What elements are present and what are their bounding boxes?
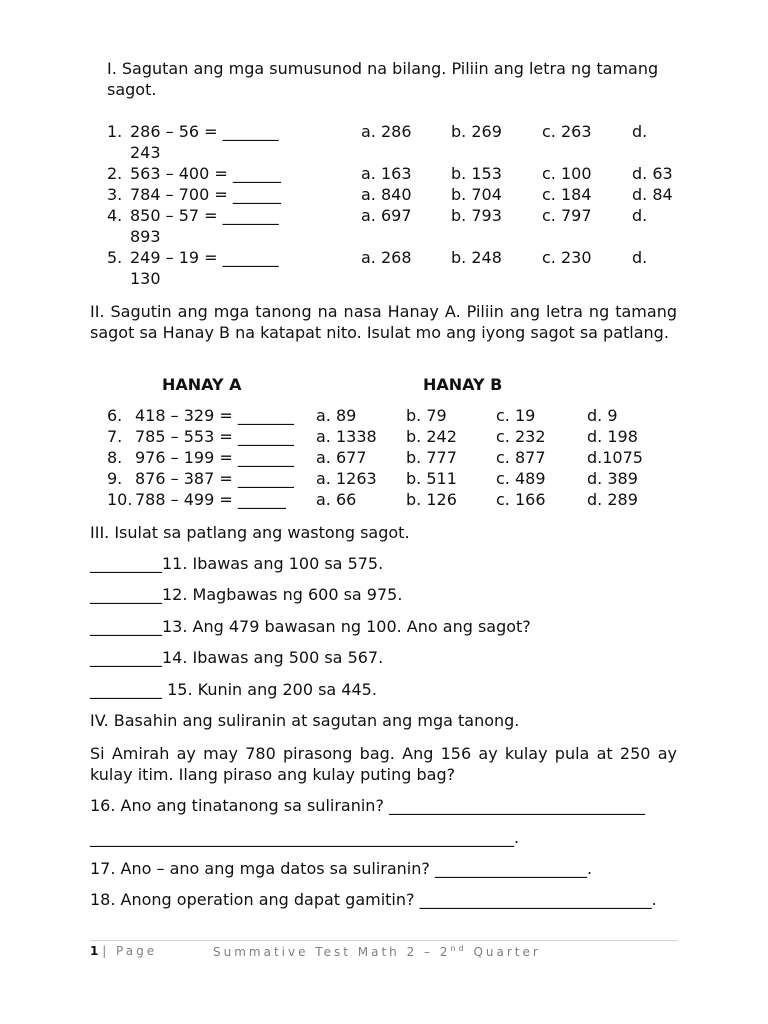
item-number: 1.	[107, 122, 123, 141]
question-16-answer-line: _____________________________________________________.	[90, 828, 520, 847]
item-problem: 286 – 56 = _______	[130, 122, 279, 141]
item-problem: 418 – 329 = _______	[135, 406, 294, 425]
footer-title-end: Quarter	[466, 945, 541, 959]
choice-b: b. 704	[451, 185, 502, 204]
item-number: 9.	[107, 469, 123, 488]
item-number: 5.	[107, 248, 123, 267]
choice-a: a. 677	[316, 448, 367, 467]
fill-in-item: _________14. Ibawas ang 500 sa 567.	[90, 648, 384, 667]
choice-d: d.	[632, 248, 648, 267]
item-number: 2.	[107, 164, 123, 183]
item-problem: 876 – 387 = _______	[135, 469, 294, 488]
hanay-b-header: HANAY B	[423, 375, 503, 394]
choice-b: b. 242	[406, 427, 457, 446]
choice-b: b. 777	[406, 448, 457, 467]
footer-divider	[90, 940, 678, 941]
question-17: 17. Ano – ano ang mga datos sa suliranin? ___________________.	[90, 859, 593, 878]
fill-in-item: _________ 15. Kunin ang 200 sa 445.	[90, 680, 377, 699]
choice-a: a. 1263	[316, 469, 377, 488]
choice-b: b. 126	[406, 490, 457, 509]
choice-b: b. 79	[406, 406, 447, 425]
choice-d: d. 84	[632, 185, 673, 204]
page-number-value: 1	[90, 944, 99, 958]
footer-title-main: Summative Test Math 2 – 2	[213, 945, 451, 959]
choice-c: c. 263	[542, 122, 592, 141]
choice-d: d. 198	[587, 427, 638, 446]
footer-title	[213, 944, 541, 959]
item-number: 6.	[107, 406, 123, 425]
choice-a: a. 268	[361, 248, 412, 267]
choice-c: c. 100	[542, 164, 592, 183]
choice-d: d.	[632, 206, 648, 225]
choice-d: d. 289	[587, 490, 638, 509]
item-problem: 850 – 57 = _______	[130, 206, 279, 225]
item-number: 8.	[107, 448, 123, 467]
choice-d: d.	[632, 122, 648, 141]
choice-a: a. 89	[316, 406, 357, 425]
choice-a: a. 66	[316, 490, 357, 509]
choice-a: a. 840	[361, 185, 412, 204]
choice-d-continued: 243	[130, 143, 161, 162]
choice-d-continued: 130	[130, 269, 161, 288]
choice-c: c. 184	[542, 185, 592, 204]
choice-c: c. 797	[542, 206, 592, 225]
choice-c: c. 877	[496, 448, 546, 467]
word-problem: Si Amirah ay may 780 pirasong bag. Ang 156 ay kulay pula at 250 ay kulay itim. Ilang piraso ang kulay puting bag?	[90, 744, 677, 784]
section1-heading-line1: I. Sagutan ang mga sumusunod na bilang. Piliin ang letra ng tamang	[107, 59, 659, 78]
item-number: 3.	[107, 185, 123, 204]
item-number: 7.	[107, 427, 123, 446]
choice-b: b. 793	[451, 206, 502, 225]
choice-c: c. 166	[496, 490, 546, 509]
item-problem: 788 – 499 = ______	[135, 490, 286, 509]
choice-d-continued: 893	[130, 227, 161, 246]
section3-heading: III. Isulat sa patlang ang wastong sagot.	[90, 523, 410, 542]
footer-title-sup: nd	[450, 944, 467, 953]
choice-a: a. 1338	[316, 427, 377, 446]
choice-a: a. 697	[361, 206, 412, 225]
section4-heading: IV. Basahin ang suliranin at sagutan ang mga tanong.	[90, 711, 520, 730]
hanay-a-header: HANAY A	[162, 375, 242, 394]
question-18: 18. Anong operation ang dapat gamitin? _____________________________.	[90, 890, 657, 909]
choice-d: d. 9	[587, 406, 618, 425]
page-number	[90, 944, 157, 958]
item-number: 4.	[107, 206, 123, 225]
fill-in-item: _________13. Ang 479 bawasan ng 100. Ano ang sagot?	[90, 617, 531, 636]
choice-c: c. 232	[496, 427, 546, 446]
choice-d: d. 63	[632, 164, 673, 183]
choice-c: c. 230	[542, 248, 592, 267]
section1-heading-line2: sagot.	[107, 80, 157, 99]
choice-b: b. 248	[451, 248, 502, 267]
choice-b: b. 511	[406, 469, 457, 488]
item-problem: 249 – 19 = _______	[130, 248, 279, 267]
choice-b: b. 153	[451, 164, 502, 183]
item-problem: 976 – 199 = _______	[135, 448, 294, 467]
choice-d: d. 389	[587, 469, 638, 488]
item-problem: 784 – 700 = ______	[130, 185, 281, 204]
choice-b: b. 269	[451, 122, 502, 141]
choice-d: d.1075	[587, 448, 643, 467]
choice-a: a. 163	[361, 164, 412, 183]
choice-c: c. 19	[496, 406, 536, 425]
choice-c: c. 489	[496, 469, 546, 488]
question-16: 16. Ano ang tinatanong sa suliranin? ________________________________	[90, 796, 646, 815]
item-number: 10.	[107, 490, 133, 509]
choice-a: a. 286	[361, 122, 412, 141]
page-label: | Page	[102, 944, 158, 958]
section2-heading: II. Sagutin ang mga tanong na nasa Hanay A. Piliin ang letra ng tamang sagot sa Hanay B na katapat nito. Isulat mo ang iyong sagot sa patlang.	[90, 302, 677, 342]
fill-in-item: _________11. Ibawas ang 100 sa 575.	[90, 554, 384, 573]
item-problem: 785 – 553 = _______	[135, 427, 294, 446]
item-problem: 563 – 400 = ______	[130, 164, 281, 183]
fill-in-item: _________12. Magbawas ng 600 sa 975.	[90, 585, 403, 604]
